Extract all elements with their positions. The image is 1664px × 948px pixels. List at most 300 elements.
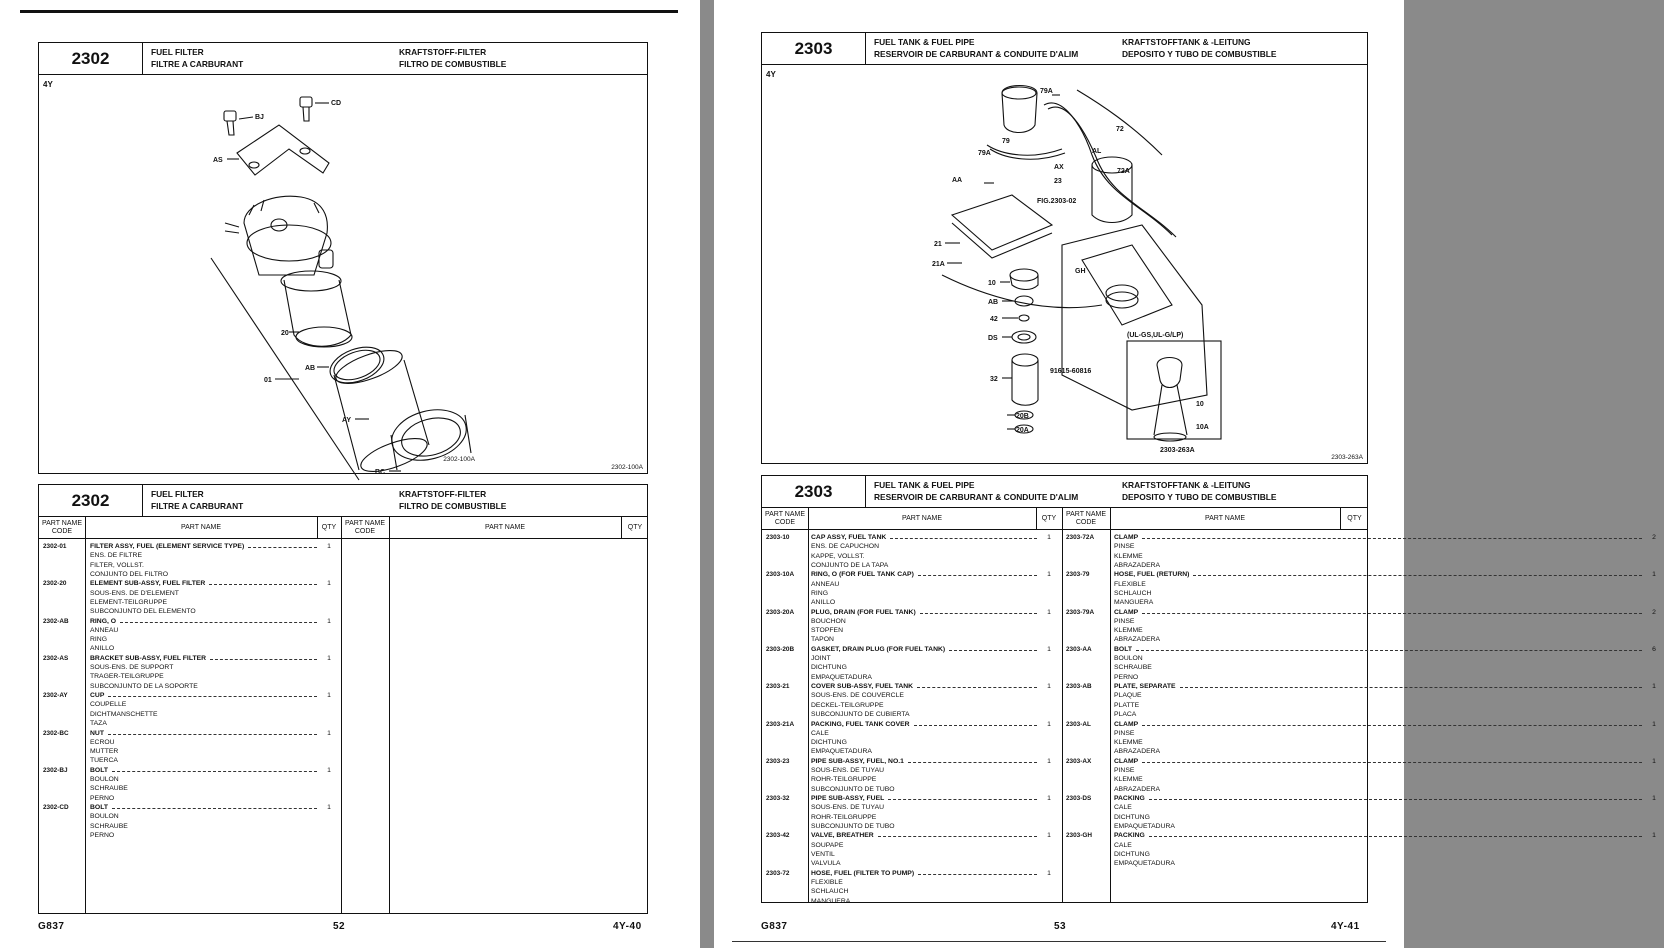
part-name-fr: PINSE: [1114, 729, 1135, 737]
part-code: 2303-42: [766, 832, 790, 840]
part-qty: 1: [1652, 757, 1656, 765]
part-qty: 1: [1047, 795, 1051, 803]
part-name: CLAMP: [1114, 720, 1139, 728]
bolt-bj-shape: [224, 111, 236, 121]
callout-10: 10: [988, 280, 996, 287]
part-name-de: MUTTER: [90, 748, 119, 756]
part-entry: [1066, 720, 1656, 757]
part-name-es: ABRAZADERA: [1114, 748, 1161, 756]
part-entry: [1066, 533, 1656, 570]
figure-header: [39, 43, 647, 75]
part-name-fr: PINSE: [1114, 617, 1135, 625]
part-code: 2303-32: [766, 795, 790, 803]
part-code: 2302-BC: [43, 729, 69, 737]
leader-line: [1180, 687, 1642, 688]
model-label: 4Y: [43, 80, 53, 89]
part-name-fr: ANNEAU: [811, 580, 840, 588]
part-entry: [43, 617, 339, 654]
title-de: KRAFTSTOFFTANK & -LEITUNG: [1122, 37, 1251, 47]
column-headers: [39, 517, 647, 539]
part-name-fr: SOUS-ENS. DE COUVERCLE: [811, 692, 904, 700]
part-name: PIPE SUB-ASSY, FUEL, NO.1: [811, 757, 904, 765]
left-page: [0, 0, 700, 948]
callout-10-inset: 10: [1196, 401, 1204, 408]
part-qty: 1: [1652, 571, 1656, 579]
callout-72a: 72A: [1117, 168, 1130, 175]
callout-21: 21: [934, 241, 942, 248]
part-name: PLUG, DRAIN (FOR FUEL TANK): [811, 608, 916, 616]
part-name: HOSE, FUEL (FILTER TO PUMP): [811, 869, 915, 877]
part-name-es: CONJUNTO DEL FILTRO: [90, 570, 169, 578]
part-code: 2303-72A: [1066, 534, 1095, 541]
callout-ax: AX: [1054, 164, 1064, 171]
part-code: 2303-21: [766, 683, 790, 691]
part-name-es: ABRAZADERA: [1114, 785, 1161, 793]
callout-79a-top: 79A: [1040, 88, 1053, 95]
part-name-de: SCHRAUBE: [90, 822, 128, 830]
part-qty: 1: [327, 766, 331, 774]
part-name: CLAMP: [1114, 608, 1139, 616]
footer-page: 53: [1054, 921, 1067, 932]
fuel-tank-diagram: [762, 65, 1367, 463]
part-name-de: ELEMENT-TEILGRUPPE: [90, 598, 168, 606]
callout-21a: 21A: [932, 261, 945, 268]
part-name: BRACKET SUB-ASSY, FUEL FILTER: [90, 654, 207, 662]
part-name-fr: ANNEAU: [90, 626, 119, 634]
part-qty: 1: [1047, 571, 1051, 579]
title-fr: FILTRE A CARBURANT: [151, 501, 244, 511]
leader-line: [1142, 725, 1642, 726]
col-qty-b: QTY: [627, 524, 643, 531]
part-qty: 1: [327, 580, 331, 588]
col-code-b: PART NAME CODE: [1065, 511, 1107, 526]
part-name-de: DECKEL-TEILGRUPPE: [811, 701, 884, 709]
part-name: COVER SUB-ASSY, FUEL TANK: [811, 683, 914, 691]
leader-line: [112, 771, 317, 772]
part-name: NUT: [90, 729, 104, 737]
part-entry: [766, 720, 1058, 757]
figure-header: [762, 33, 1367, 65]
leader-line: [920, 613, 1037, 614]
part-name: ELEMENT SUB-ASSY, FUEL FILTER: [90, 580, 206, 588]
part-name-es: PLACA: [1114, 711, 1137, 719]
part-name: PLATE, SEPARATE: [1114, 683, 1176, 691]
part-entry: [766, 831, 1058, 868]
part-code: 2303-AB: [1066, 683, 1092, 691]
part-name-fr: SOUS-ENS. DE TUYAU: [811, 804, 885, 812]
leader-line: [108, 734, 317, 735]
part-name: VALVE, BREATHER: [811, 832, 874, 840]
part-entry: [43, 766, 339, 803]
part-name-de: RING: [811, 589, 828, 597]
part-name-de: KAPPE, VOLLST.: [811, 552, 865, 560]
part-name-de: ROHR-TEILGRUPPE: [811, 776, 877, 784]
part-name: CAP ASSY, FUEL TANK: [811, 534, 887, 541]
group-number: 2303: [762, 476, 866, 507]
part-qty: 1: [1652, 720, 1656, 728]
title-en: FUEL FILTER: [151, 489, 204, 499]
part-entry: [43, 654, 339, 691]
part-qty: 1: [1047, 757, 1051, 765]
model-label: 4Y: [766, 70, 776, 79]
col-code-a: PART NAME CODE: [41, 520, 83, 535]
part-name-de: TRAGER-TEILGRUPPE: [90, 673, 164, 681]
part-name-es: CONJUNTO DE LA TAPA: [811, 561, 889, 569]
title-en: FUEL TANK & FUEL PIPE: [874, 480, 975, 490]
part-name-de: DICHTUNG: [811, 664, 847, 672]
col-name-b: PART NAME: [484, 524, 526, 531]
part-name-fr: JOINT: [811, 655, 831, 663]
leader-line: [1142, 762, 1642, 763]
part-code: 2303-72: [766, 869, 790, 877]
footer-section: 4Y-40: [613, 921, 642, 932]
leader-line: [888, 799, 1037, 800]
leader-line: [918, 874, 1037, 875]
callout-23: 23: [1054, 178, 1062, 185]
part-entry: [43, 542, 339, 579]
part-entry: [766, 533, 1058, 570]
part-name-fr: ENS. DE FILTRE: [90, 552, 142, 560]
leader-line: [949, 650, 1037, 651]
part-qty: 1: [327, 804, 331, 812]
part-entry: [1066, 645, 1656, 682]
col-qty-b: QTY: [1347, 515, 1362, 522]
part-entry: [1066, 682, 1656, 719]
part-name: PACKING: [1114, 832, 1145, 840]
leader-line: [1149, 799, 1642, 800]
leader-line: [1142, 538, 1642, 539]
callout-20a: 20A: [1016, 427, 1029, 434]
part-qty: 1: [1047, 683, 1051, 691]
col-qty-a: QTY: [321, 524, 337, 531]
part-name-de: SCHRAUBE: [90, 785, 128, 793]
part-name-es: PERNO: [1114, 673, 1139, 681]
part-name-es: SUBCONJUNTO DE TUBO: [811, 785, 895, 793]
part-name-fr: PLAQUE: [1114, 692, 1142, 700]
callout-01: 01: [264, 377, 272, 384]
part-name-fr: BOULON: [1114, 655, 1143, 663]
part-name-fr: COUPELLE: [90, 701, 127, 709]
part-entry: [1066, 570, 1656, 607]
column-headers: [762, 508, 1367, 530]
part-name-fr: FLEXIBLE: [1114, 580, 1146, 588]
part-name: RING, O: [90, 617, 117, 625]
part-code: 2303-79A: [1066, 608, 1095, 616]
part-name-es: EMPAQUETADURA: [811, 748, 872, 756]
inset-label: (UL-GS,UL-G/LP): [1127, 332, 1184, 339]
part-code: 2303-21A: [766, 720, 795, 728]
parts-list-box: [38, 484, 648, 914]
part-qty: 1: [327, 654, 331, 662]
part-qty: 2: [1652, 534, 1656, 541]
part-name-fr: PINSE: [1114, 543, 1135, 551]
fuel-filter-diagram: [39, 75, 647, 476]
part-name-es: EMPAQUETADURA: [811, 673, 872, 681]
part-name: PACKING, FUEL TANK COVER: [811, 720, 910, 728]
part-code: 2303-20A: [766, 608, 795, 616]
title-fr: RESERVOIR DE CARBURANT & CONDUITE D'ALIM: [874, 492, 1079, 502]
title-fr: FILTRE A CARBURANT: [151, 59, 244, 69]
part-name-fr: ECROU: [90, 738, 115, 746]
part-name-es: VALVULA: [811, 860, 841, 868]
col-code-a: PART NAME CODE: [764, 511, 806, 526]
leader-line: [890, 538, 1037, 539]
part-code: 2302-CD: [43, 804, 69, 812]
title-es: DEPOSITO Y TUBO DE COMBUSTIBLE: [1122, 49, 1277, 59]
part-code: 2303-AL: [1066, 720, 1091, 728]
callout-72: 72: [1116, 126, 1124, 133]
part-name: GASKET, DRAIN PLUG (FOR FUEL TANK): [811, 645, 946, 653]
part-code: 2303-23: [766, 757, 790, 765]
figure-ref: 2302-100A: [611, 464, 643, 471]
table-header: [39, 485, 647, 517]
part-name-de: DICHTUNG: [1114, 813, 1150, 821]
callout-al: AL: [1092, 148, 1102, 155]
figure-box: [761, 32, 1368, 464]
part-name-de: VENTIL: [811, 850, 835, 858]
leader-line: [209, 584, 317, 585]
part-name-de: KLEMME: [1114, 776, 1143, 784]
leader-line: [248, 547, 317, 548]
group-number: 2302: [39, 43, 143, 74]
part-name-fr: SOUS-ENS. DE TUYAU: [811, 767, 885, 775]
part-name: BOLT: [90, 804, 108, 812]
part-name-de: PLATTE: [1114, 701, 1140, 709]
part-entry: [1066, 831, 1656, 868]
part-name: CUP: [90, 692, 105, 700]
bottom-rule: [732, 941, 1386, 942]
part-qty: 1: [1047, 720, 1051, 728]
table-header: [762, 476, 1367, 508]
part-code: 2303-AA: [1066, 645, 1092, 653]
part-name-es: EMPAQUETADURA: [1114, 822, 1175, 830]
callout-ay: AY: [342, 417, 352, 424]
col-code-b: PART NAME CODE: [344, 520, 386, 535]
part-name-fr: FLEXIBLE: [811, 878, 843, 886]
part-name-fr: SOUS-ENS. DE SUPPORT: [90, 664, 174, 672]
part-name-de: STOPFEN: [811, 627, 843, 635]
part-name: BOLT: [90, 766, 108, 774]
part-qty: 1: [1047, 608, 1051, 616]
col-name-b: PART NAME: [1204, 515, 1246, 522]
callout-bj: BJ: [255, 114, 264, 121]
part-name-de: KLEMME: [1114, 552, 1143, 560]
callout-bc: BC: [375, 469, 386, 476]
bolt-label: 91615-60816: [1050, 368, 1092, 375]
callout-20b: 20B: [1016, 413, 1029, 420]
title-es: FILTRO DE COMBUSTIBLE: [399, 59, 507, 69]
leader-line: [108, 696, 317, 697]
col-qty-a: QTY: [1041, 515, 1057, 522]
figure-ref: 2303-263A: [1331, 454, 1363, 461]
part-qty: 1: [1652, 795, 1656, 803]
figure-box: [38, 42, 648, 474]
callout-20: 20: [281, 330, 289, 337]
part-entry: [766, 757, 1058, 794]
leader-line: [1142, 613, 1642, 614]
leader-line: [120, 622, 317, 623]
fig-ref-label: FIG.2303-02: [1037, 198, 1077, 205]
part-code: 2302-BJ: [43, 766, 68, 774]
part-name-de: SCHLAUCH: [811, 888, 849, 896]
callout-79: 79: [1002, 138, 1010, 145]
part-name-es: SUBCONJUNTO DE TUBO: [811, 822, 895, 830]
part-qty: 1: [327, 543, 331, 550]
part-qty: 1: [327, 729, 331, 737]
part-entry: [766, 682, 1058, 719]
callout-gh: GH: [1075, 268, 1086, 275]
part-name-es: MANGUERA: [811, 897, 851, 905]
part-qty: 1: [1652, 832, 1656, 840]
parts-list-box: [761, 475, 1656, 905]
right-page: [714, 0, 1656, 948]
part-name-de: DICHTMANSCHETTE: [90, 710, 158, 718]
part-name-de: SCHRAUBE: [1114, 664, 1152, 672]
part-name-de: ROHR-TEILGRUPPE: [811, 813, 877, 821]
footer-section: 4Y-41: [1331, 921, 1360, 932]
part-entry: [43, 803, 339, 840]
part-code: 2302-AS: [43, 654, 69, 662]
part-qty: 1: [327, 617, 331, 625]
part-entry: [766, 645, 1058, 682]
part-name-fr: PINSE: [1114, 767, 1135, 775]
part-qty: 1: [1047, 832, 1051, 840]
part-qty: 1: [1047, 645, 1051, 653]
part-name: CLAMP: [1114, 757, 1139, 765]
part-code: 2303-GH: [1066, 832, 1092, 840]
part-name-de: KLEMME: [1114, 627, 1143, 635]
part-name-es: SUBCONJUNTO DE CUBIERTA: [811, 711, 910, 719]
part-code: 2302-AB: [43, 617, 69, 625]
part-qty: 1: [1652, 683, 1656, 691]
part-name-es: ABRAZADERA: [1114, 561, 1161, 569]
callout-ab: AB: [988, 299, 999, 306]
callout-ds: DS: [988, 335, 998, 342]
leader-line: [908, 762, 1037, 763]
part-name-es: ANILLO: [811, 599, 836, 607]
part-name-fr: SOUPAPE: [811, 841, 844, 849]
part-name-de: DICHTUNG: [1114, 850, 1150, 858]
group-number: 2302: [39, 485, 143, 516]
part-qty: 1: [1047, 869, 1051, 877]
part-qty: 1: [327, 692, 331, 700]
part-entry: [1066, 794, 1656, 831]
leader-line: [1136, 650, 1642, 651]
leader-line: [918, 575, 1037, 576]
part-name-fr: CALE: [811, 729, 829, 737]
filter-head-shape: [244, 196, 327, 275]
leader-line: [1149, 836, 1642, 837]
part-name-de: DICHTUNG: [811, 739, 847, 747]
title-en: FUEL TANK & FUEL PIPE: [874, 37, 975, 47]
part-qty: 6: [1652, 645, 1656, 653]
part-entry: [766, 608, 1058, 645]
part-name-es: SUBCONJUNTO DE LA SOPORTE: [90, 682, 198, 690]
group-number: 2303: [762, 33, 866, 64]
part-code: 2302-AY: [43, 692, 68, 700]
drawing-number: 2302-100A: [443, 456, 475, 463]
leader-line: [878, 836, 1037, 837]
part-name-fr: BOUCHON: [811, 617, 846, 625]
part-name-fr: ENS. DE CAPUCHON: [811, 543, 879, 551]
part-code: 2302-01: [43, 543, 67, 550]
part-name-es: TAZA: [90, 720, 107, 728]
part-entry: [766, 794, 1058, 831]
callout-ab: AB: [305, 365, 316, 372]
part-name-fr: BOULON: [90, 776, 119, 784]
part-name-fr: SOUS-ENS. DE D'ELEMENT: [90, 589, 179, 597]
title-de: KRAFTSTOFF-FILTER: [399, 489, 487, 499]
part-name: RING, O (FOR FUEL TANK CAP): [811, 571, 914, 579]
col-name-a: PART NAME: [901, 515, 943, 522]
part-entry: [43, 579, 339, 616]
bolt-cd-shape: [300, 97, 312, 107]
part-name: CLAMP: [1114, 534, 1139, 541]
part-name-es: SUBCONJUNTO DEL ELEMENTO: [90, 608, 196, 616]
part-entry: [766, 869, 1058, 906]
part-name-fr: CALE: [1114, 804, 1132, 812]
part-qty: 1: [1047, 534, 1051, 541]
callout-32: 32: [990, 376, 998, 383]
part-entry: [43, 729, 339, 766]
part-code: 2303-10A: [766, 571, 795, 579]
part-name-fr: CALE: [1114, 841, 1132, 849]
part-name-es: PERNO: [90, 794, 115, 802]
callout-cd: CD: [331, 100, 342, 107]
part-code: 2303-10: [766, 534, 790, 541]
callout-42: 42: [990, 316, 998, 323]
part-name: HOSE, FUEL (RETURN): [1114, 571, 1190, 579]
footer-page: 52: [333, 921, 346, 932]
leader-line: [112, 808, 317, 809]
part-name-de: KLEMME: [1114, 739, 1143, 747]
part-name: BOLT: [1114, 645, 1132, 653]
part-entry: [1066, 757, 1656, 794]
part-qty: 2: [1652, 608, 1656, 616]
part-name-es: ABRAZADERA: [1114, 636, 1161, 644]
title-es: DEPOSITO Y TUBO DE COMBUSTIBLE: [1122, 492, 1277, 502]
part-code: 2302-20: [43, 580, 67, 588]
title-de: KRAFTSTOFFTANK & -LEITUNG: [1122, 480, 1251, 490]
part-entry: [43, 691, 339, 728]
title-en: FUEL FILTER: [151, 47, 204, 57]
drawing-number: 2303-263A: [1160, 447, 1195, 454]
footer-doc: G837: [761, 921, 788, 932]
title-fr: RESERVOIR DE CARBURANT & CONDUITE D'ALIM: [874, 49, 1079, 59]
part-name-es: PERNO: [90, 831, 115, 839]
leader-line: [914, 725, 1037, 726]
part-code: 2303-AX: [1066, 757, 1092, 765]
part-name: PIPE SUB-ASSY, FUEL: [811, 795, 885, 803]
callout-as: AS: [213, 157, 223, 164]
leader-line: [210, 659, 317, 660]
part-name: PACKING: [1114, 795, 1145, 803]
footer-doc: G837: [38, 921, 65, 932]
part-name: FILTER ASSY, FUEL (ELEMENT SERVICE TYPE): [90, 543, 245, 550]
part-entry: [1066, 608, 1656, 645]
part-name-fr: BOULON: [90, 813, 119, 821]
leader-line: [1193, 575, 1642, 576]
part-name-es: MANGUERA: [1114, 599, 1154, 607]
part-name-es: ANILLO: [90, 645, 115, 653]
part-name-de: FILTER, VOLLST.: [90, 561, 144, 569]
part-entry: [766, 570, 1058, 607]
leader-line: [917, 687, 1037, 688]
title-es: FILTRO DE COMBUSTIBLE: [399, 501, 507, 511]
col-name-a: PART NAME: [180, 524, 222, 531]
part-name-es: TAPON: [811, 636, 834, 644]
part-code: 2303-DS: [1066, 795, 1092, 803]
